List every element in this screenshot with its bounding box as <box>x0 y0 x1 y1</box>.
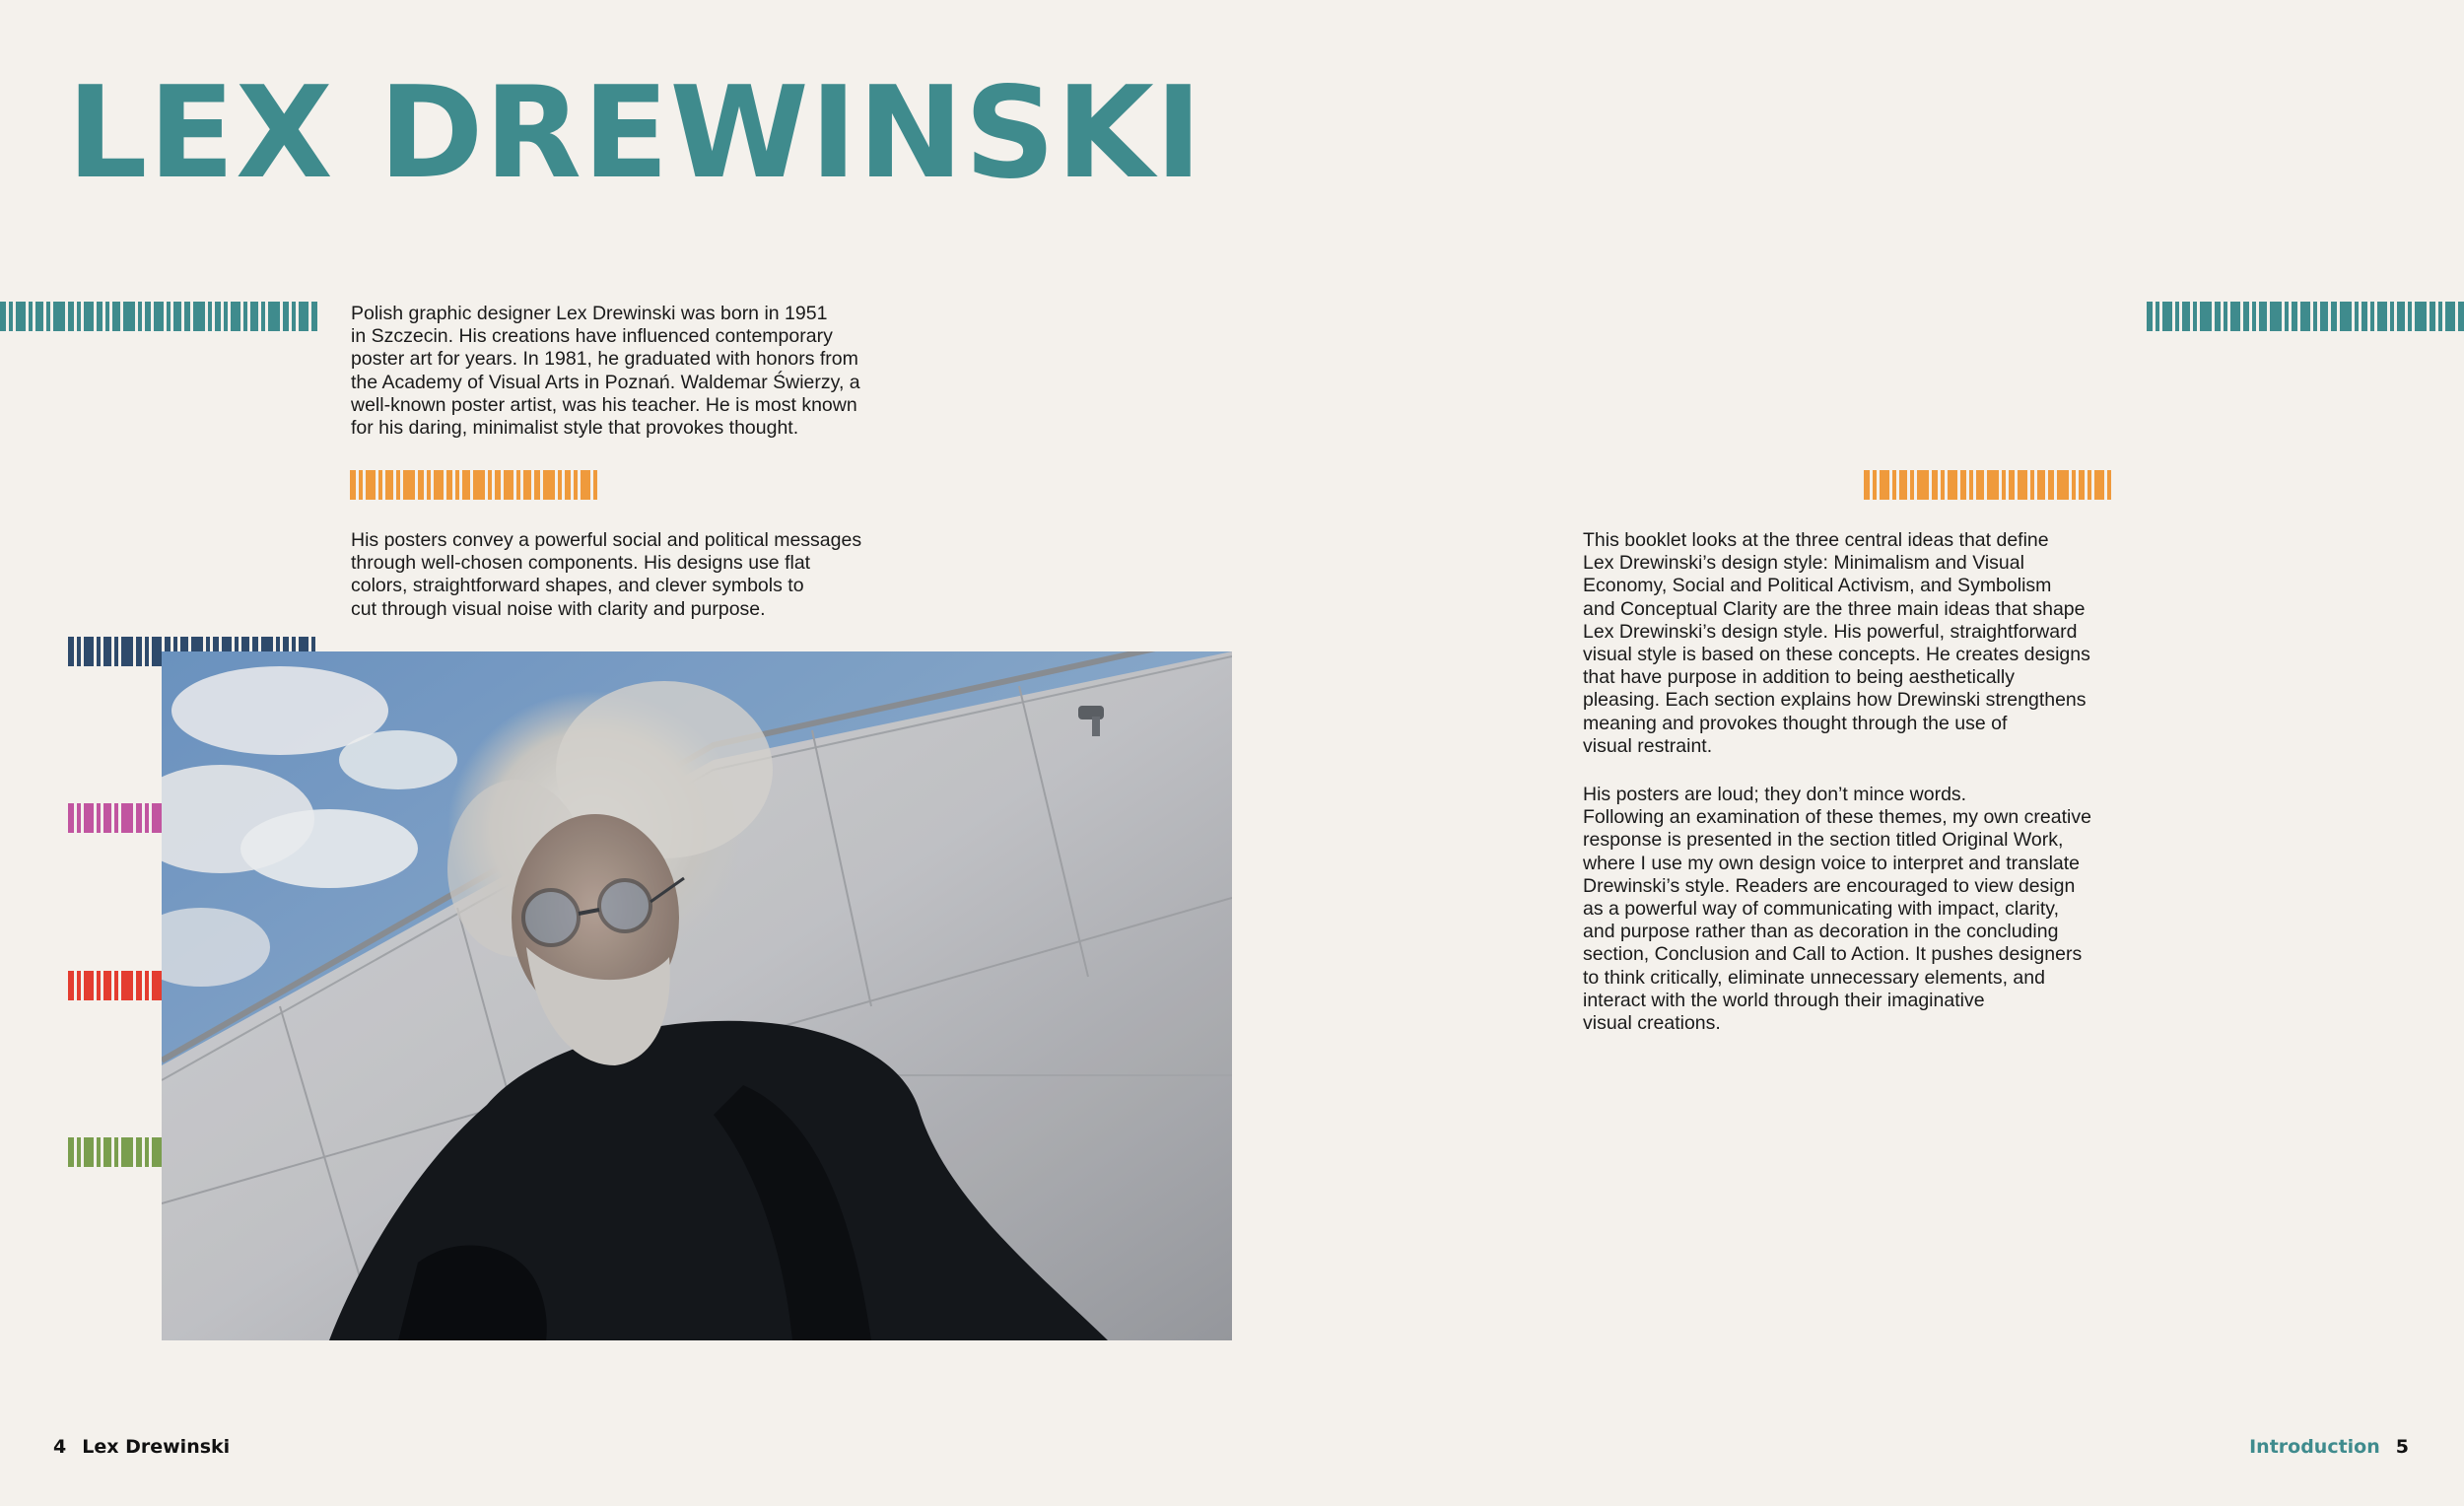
text-line: colors, straightforward shapes, and clever symbols to <box>351 575 804 597</box>
barcode-bar <box>136 971 142 1000</box>
barcode-bar <box>299 302 308 331</box>
barcode-bar <box>1976 470 1984 500</box>
barcode-bar <box>1917 470 1929 500</box>
text-line: cut through visual noise with clarity and purpose. <box>351 597 766 620</box>
text-line: poster art for years. In 1981, he graduated with honors from <box>351 348 858 371</box>
barcode-bar <box>167 302 171 331</box>
text-line: His posters are loud; they don’t mince words. <box>1583 784 1967 805</box>
text-line: where I use my own design voice to interpret and translate <box>1583 852 2081 874</box>
barcode-bar <box>1932 470 1938 500</box>
barcode-bar <box>121 803 133 833</box>
barcode-bar <box>121 971 133 1000</box>
barcode-bar <box>136 1137 142 1167</box>
barcode-bar <box>152 971 162 1000</box>
barcode-bar <box>145 302 151 331</box>
barcode-bar <box>215 302 221 331</box>
barcode-bar <box>473 470 485 500</box>
barcode-bar <box>68 971 74 1000</box>
barcode-bar <box>565 470 571 500</box>
barcode-bar <box>403 470 415 500</box>
barcode-bar <box>84 637 94 666</box>
barcode-bar <box>35 302 43 331</box>
text-line: and Conceptual Clarity are the three main ideas that shape <box>1583 597 2086 620</box>
barcode-bar <box>378 470 382 500</box>
barcode-bar <box>488 470 492 500</box>
barcode-bar <box>0 302 6 331</box>
teal-barcode-left <box>0 302 317 331</box>
barcode-bar <box>2037 470 2045 500</box>
footer-left-label: Lex Drewinski <box>82 1436 231 1458</box>
barcode-bar <box>97 971 101 1000</box>
barcode-bar <box>495 470 501 500</box>
text-line: Economy, Social and Political Activism, and Symbolism <box>1583 575 2052 597</box>
barcode-bar <box>114 1137 118 1167</box>
barcode-bar <box>114 971 118 1000</box>
barcode-bar <box>208 302 212 331</box>
barcode-bar <box>231 302 240 331</box>
barcode-bar <box>2193 302 2197 331</box>
barcode-bar <box>2162 302 2172 331</box>
barcode-bar <box>2361 302 2367 331</box>
text-line: visual style is based on these concepts. He creates designs <box>1583 644 2090 666</box>
barcode-bar <box>145 637 149 666</box>
barcode-bar <box>2445 302 2455 331</box>
text-line: Lex Drewinski’s design style: Minimalism and Visual <box>1583 552 2024 575</box>
barcode-bar <box>534 470 540 500</box>
barcode-bar <box>2200 302 2212 331</box>
text-line: His posters convey a powerful social and political messages <box>351 529 862 551</box>
text-line: and purpose rather than as decoration in the concluding <box>1583 921 2059 943</box>
barcode-bar <box>516 470 520 500</box>
barcode-bar <box>2458 302 2464 331</box>
barcode-bar <box>2224 302 2227 331</box>
barcode-bar <box>136 637 142 666</box>
barcode-bar <box>2088 470 2091 500</box>
booklet-paragraph <box>1583 529 2090 758</box>
barcode-bar <box>2313 302 2317 331</box>
barcode-bar <box>2009 470 2015 500</box>
barcode-bar <box>77 302 81 331</box>
text-line: to think critically, eliminate unnecessary elements, and <box>1583 966 2045 989</box>
barcode-bar <box>504 470 513 500</box>
barcode-bar <box>2107 470 2111 500</box>
barcode-bar <box>16 302 26 331</box>
text-line: visual creations. <box>1583 1012 1721 1035</box>
barcode-bar <box>97 803 101 833</box>
barcode-bar <box>103 803 111 833</box>
barcode-bar <box>114 637 118 666</box>
barcode-bar <box>103 637 111 666</box>
barcode-bar <box>152 803 162 833</box>
barcode-bar <box>268 302 280 331</box>
barcode-bar <box>418 470 424 500</box>
barcode-bar <box>1969 470 1973 500</box>
barcode-bar <box>1941 470 1945 500</box>
barcode-bar <box>350 470 356 500</box>
barcode-bar <box>68 803 74 833</box>
barcode-bar <box>9 302 13 331</box>
barcode-bar <box>2320 302 2328 331</box>
text-line: well-known poster artist, was his teacher. He is most known <box>351 393 857 416</box>
barcode-bar <box>2072 470 2076 500</box>
footer-left <box>53 1435 230 1459</box>
text-line: Polish graphic designer Lex Drewinski was born in 1951 <box>351 303 828 324</box>
barcode-bar <box>311 302 317 331</box>
barcode-bar <box>581 470 590 500</box>
barcode-bar <box>121 1137 133 1167</box>
barcode-bar <box>121 637 133 666</box>
text-line: as a powerful way of communicating with impact, clarity, <box>1583 898 2059 921</box>
barcode-bar <box>136 803 142 833</box>
barcode-bar <box>543 470 555 500</box>
barcode-bar <box>2285 302 2289 331</box>
barcode-bar <box>2079 470 2085 500</box>
page-title: LEX DREWINSKI <box>67 60 1203 207</box>
barcode-bar <box>77 971 81 1000</box>
barcode-bar <box>97 1137 101 1167</box>
barcode-bar <box>462 470 470 500</box>
barcode-bar <box>193 302 205 331</box>
text-line: through well-chosen components. His designs use flat <box>351 552 811 575</box>
barcode-bar <box>2397 302 2405 331</box>
barcode-bar <box>385 470 393 500</box>
text-line: pleasing. Each section explains how Drewinski strengthens <box>1583 689 2087 712</box>
text-line: This booklet looks at the three central ideas that define <box>1583 529 2049 551</box>
barcode-bar <box>261 302 265 331</box>
text-line: interact with the world through their imaginative <box>1583 989 1985 1011</box>
barcode-bar <box>145 1137 149 1167</box>
teal-barcode-right <box>2147 302 2464 331</box>
barcode-bar <box>29 302 33 331</box>
barcode-bar <box>1987 470 1999 500</box>
barcode-bar <box>2230 302 2240 331</box>
barcode-bar <box>46 302 50 331</box>
text-line: for his daring, minimalist style that provokes thought. <box>351 417 799 440</box>
barcode-bar <box>434 470 444 500</box>
barcode-bar <box>558 470 562 500</box>
barcode-bar <box>2252 302 2256 331</box>
barcode-bar <box>1880 470 1889 500</box>
barcode-bar <box>1910 470 1914 500</box>
page-number-right: 5 <box>2395 1436 2409 1458</box>
barcode-bar <box>243 302 247 331</box>
barcode-bar <box>2438 302 2442 331</box>
barcode-bar <box>2030 470 2034 500</box>
barcode-bar <box>1948 470 1957 500</box>
barcode-bar <box>68 1137 74 1167</box>
text-line: meaning and provokes thought through the use of <box>1583 712 2008 734</box>
barcode-bar <box>396 470 400 500</box>
orange-barcode-right <box>1864 470 2114 500</box>
barcode-bar <box>224 302 228 331</box>
barcode-bar <box>2408 302 2412 331</box>
barcode-bar <box>154 302 164 331</box>
barcode-bar <box>2415 302 2427 331</box>
barcode-bar <box>366 470 376 500</box>
text-line: visual restraint. <box>1583 734 1713 757</box>
barcode-bar <box>105 302 109 331</box>
portrait-photo <box>162 651 1232 1340</box>
barcode-bar <box>523 470 531 500</box>
barcode-bar <box>292 302 296 331</box>
barcode-bar <box>152 637 162 666</box>
barcode-bar <box>1960 470 1966 500</box>
barcode-bar <box>68 302 74 331</box>
footer-right <box>2249 1435 2409 1459</box>
barcode-bar <box>455 470 459 500</box>
barcode-bar <box>1899 470 1907 500</box>
text-line: section, Conclusion and Call to Action. It pushes designers <box>1583 943 2083 966</box>
posters-paragraph <box>351 529 861 621</box>
portrait-illustration <box>162 651 1232 1340</box>
barcode-bar <box>2259 302 2267 331</box>
barcode-bar <box>2292 302 2297 331</box>
barcode-bar <box>2018 470 2027 500</box>
barcode-bar <box>2270 302 2282 331</box>
barcode-bar <box>2390 302 2394 331</box>
barcode-bar <box>2377 302 2387 331</box>
text-line: the Academy of Visual Arts in Poznań. Waldemar Świerzy, a <box>351 371 860 393</box>
barcode-bar <box>2340 302 2352 331</box>
intro-paragraph <box>351 303 860 440</box>
barcode-bar <box>77 803 81 833</box>
barcode-bar <box>84 1137 94 1167</box>
barcode-bar <box>2094 470 2104 500</box>
barcode-bar <box>68 637 74 666</box>
barcode-bar <box>2182 302 2190 331</box>
barcode-bar <box>173 302 181 331</box>
barcode-bar <box>2300 302 2310 331</box>
barcode-bar <box>112 302 120 331</box>
barcode-bar <box>2370 302 2374 331</box>
barcode-bar <box>2331 302 2337 331</box>
barcode-bar <box>2430 302 2435 331</box>
barcode-bar <box>2243 302 2249 331</box>
text-line: that have purpose in addition to being aesthetically <box>1583 666 2015 689</box>
barcode-bar <box>446 470 452 500</box>
barcode-bar <box>2147 302 2153 331</box>
barcode-bar <box>283 302 289 331</box>
barcode-bar <box>97 637 101 666</box>
barcode-bar <box>2048 470 2054 500</box>
text-line: response is presented in the section titled Original Work, <box>1583 829 2064 852</box>
barcode-bar <box>84 803 94 833</box>
text-line: in Szczecin. His creations have influenced contemporary <box>351 325 833 348</box>
barcode-bar <box>103 971 111 1000</box>
footer-section-label: Introduction <box>2249 1436 2380 1458</box>
barcode-bar <box>145 803 149 833</box>
barcode-bar <box>114 803 118 833</box>
barcode-bar <box>574 470 578 500</box>
barcode-bar <box>2215 302 2221 331</box>
barcode-bar <box>123 302 135 331</box>
barcode-bar <box>1864 470 1870 500</box>
barcode-bar <box>77 1137 81 1167</box>
barcode-bar <box>138 302 142 331</box>
barcode-bar <box>1873 470 1877 500</box>
page-number-left: 4 <box>53 1436 67 1458</box>
response-paragraph <box>1583 784 2091 1035</box>
barcode-bar <box>77 637 81 666</box>
barcode-bar <box>2002 470 2006 500</box>
barcode-bar <box>84 971 94 1000</box>
barcode-bar <box>84 302 94 331</box>
barcode-bar <box>593 470 597 500</box>
barcode-bar <box>2156 302 2159 331</box>
barcode-bar <box>359 470 363 500</box>
barcode-bar <box>145 971 149 1000</box>
barcode-bar <box>427 470 431 500</box>
barcode-bar <box>2175 302 2179 331</box>
barcode-bar <box>97 302 103 331</box>
barcode-bar <box>103 1137 111 1167</box>
barcode-bar <box>152 1137 162 1167</box>
text-line: Lex Drewinski’s design style. His powerful, straightforward <box>1583 620 2078 643</box>
barcode-bar <box>250 302 258 331</box>
barcode-bar <box>2355 302 2359 331</box>
barcode-bar <box>53 302 65 331</box>
barcode-bar <box>184 302 190 331</box>
barcode-bar <box>2057 470 2069 500</box>
text-line: Following an examination of these themes, my own creative <box>1583 806 2091 829</box>
text-line: Drewinski’s style. Readers are encouraged to view design <box>1583 874 2076 897</box>
orange-barcode-left <box>350 470 600 500</box>
barcode-bar <box>1892 470 1896 500</box>
